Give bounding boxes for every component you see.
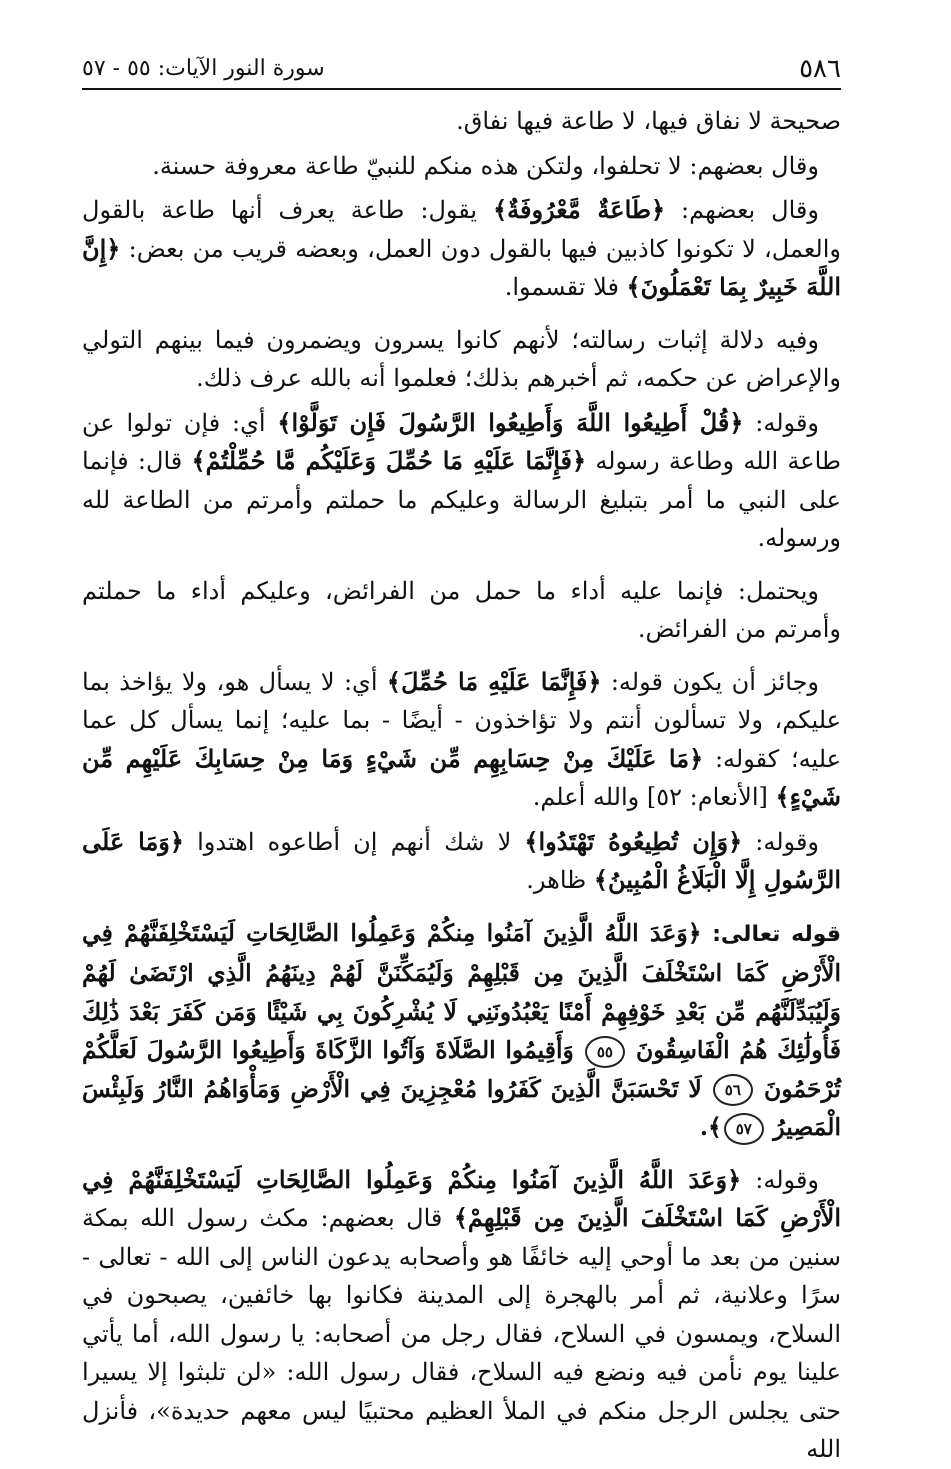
quran-quote: ﴿قُلْ أَطِيعُوا اللَّهَ وَأَطِيعُوا الرَّسُولَ فَإِن تَوَلَّوْا﴾	[277, 407, 744, 437]
paragraph	[82, 823, 841, 900]
verses-lead: قوله تعالى:	[712, 921, 841, 947]
text-run: قال بعضهم: مكث رسول الله بمكة سنين من بعد ما أوحي إليه خائفًا هو وأصحابه يدعون الناس إلى الله - تعالى - سرًا وعلانية، ثم أمر بالهجرة إلى المدينة فكانوا بها خائفين، يصبحون في السلاح، ويمسون في السلاح، فقال رجل من أصحابه: يا رسول الله، أما يأتي علينا يوم نأمن فيه ونضع فيه السلاح، فقال رسول الله: «لن تلبثوا إلا يسيرا حتى يجلس الرجل منكم في الملأ العظيم محتبيًا ليس معهم حديدة»، فأنزل الله	[82, 1204, 841, 1463]
quran-quote: ﴿فَإِنَّمَا عَلَيْهِ مَا حُمِّلَ﴾	[386, 666, 602, 696]
paragraph	[82, 191, 841, 307]
verse-text: ﴿وَعَدَ اللَّهُ الَّذِينَ آمَنُوا مِنكُمْ وَعَمِلُوا الصَّالِحَاتِ لَيَسْتَخْلِفَنَّهُمْ فِي الْأَرْضِ كَمَا اسْتَخْلَفَ الَّذِينَ مِن قَبْلِهِمْ وَلَيُمَكِّنَنَّ لَهُمْ دِينَهُمُ الَّذِي ارْتَضَىٰ لَهُمْ وَلَيُبَدِّلَنَّهُم مِّن بَعْدِ خَوْفِهِمْ أَمْنًا يَعْبُدُونَنِي لَا يُشْرِكُونَ بِي شَيْئًا وَمَن كَفَرَ بَعْدَ ذَٰلِكَ فَأُولَٰئِكَ هُمُ الْفَاسِقُونَ	[82, 918, 841, 1064]
text-run: فلا تقسموا.	[504, 273, 627, 301]
verse-close: ﴾.	[699, 1113, 722, 1141]
paragraph: وقال بعضهم: لا تحلفوا، ولتكن هذه منكم للنبيّ طاعة معروفة حسنة.	[152, 151, 819, 180]
text-run: وقوله:	[743, 408, 820, 437]
verse-text: لَا تَحْسَبَنَّ الَّذِينَ كَفَرُوا مُعْجِزِينَ فِي الْأَرْضِ وَمَأْوَاهُمُ النَّارُ وَلَبِئْسَ الْمَصِيرُ	[82, 1074, 841, 1141]
paragraph	[82, 1161, 841, 1469]
quran-quote: ﴿طَاعَةٌ مَّعْرُوفَةٌ﴾	[493, 195, 666, 224]
text-run: وقوله:	[742, 827, 820, 856]
text-run: قال: فإنما على النبي ما أمر بتبليغ الرسالة وعليكم ما حملتم وأمرتم من الطاعة لله ورسوله.	[82, 447, 841, 552]
text-run: ظاهر.	[526, 866, 594, 894]
text-run: وقوله:	[741, 1165, 820, 1194]
quran-quote: ﴿مَا عَلَيْكَ مِنْ حِسَابِهِم مِّن شَيْءٍ وَمَا مِنْ حِسَابِكَ عَلَيْهِم مِّن شَيْءٍ﴾	[82, 743, 841, 811]
quran-quote: ﴿إِنَّ اللَّهَ خَبِيرٌ بِمَا تَعْمَلُونَ﴾	[82, 233, 841, 301]
text-run: لا شك أنهم إن أطاعوه اهتدوا	[183, 827, 525, 856]
page-body	[82, 102, 841, 1469]
text-run: أي: لا يسأل هو، ولا يؤاخذ بما عليكم، ولا تسألون أنتم ولا تؤاخذون - أيضًا - بما عليه؛ إنما يسأل كل عما عليه؛ كقوله:	[82, 667, 841, 773]
quran-quote: ﴿فَإِنَّمَا عَلَيْهِ مَا حُمِّلَ وَعَلَيْكُم مَّا حُمِّلْتُمْ﴾	[191, 446, 587, 475]
page-number: ٥٨٦	[799, 54, 841, 84]
paragraph: ويحتمل: فإنما عليه أداء ما حمل من الفرائض، وعليكم أداء ما حملتم وأمرتم من الفرائض.	[82, 576, 841, 643]
paragraph	[82, 404, 841, 558]
text-run: أي: فإن تولوا عن طاعة الله وطاعة رسوله	[82, 408, 841, 475]
verse-number-marker: ٥٧	[724, 1113, 764, 1145]
verse-number-marker: ٥٦	[713, 1074, 753, 1106]
text-run: وجائز أن يكون قوله:	[601, 667, 820, 696]
text-run: وقال بعضهم:	[665, 196, 819, 224]
verses-block	[82, 914, 841, 1147]
text-run: [الأنعام: ٥٢] والله أعلم.	[532, 783, 776, 811]
quran-quote: ﴿وَعَدَ اللَّهُ الَّذِينَ آمَنُوا مِنكُمْ وَعَمِلُوا الصَّالِحَاتِ لَيَسْتَخْلِفَنَّهُمْ فِي الْأَرْضِ كَمَا اسْتَخْلَفَ الَّذِينَ مِن قَبْلِهِمْ﴾	[82, 1164, 841, 1232]
verse-number-marker: ٥٥	[585, 1036, 625, 1068]
running-title: سورة النور الآيات: ٥٥ - ٥٧	[82, 56, 325, 81]
paragraph	[82, 663, 841, 817]
paragraph: صحيحة لا نفاق فيها، لا طاعة فيها نفاق.	[456, 107, 841, 135]
quran-quote: ﴿وَإِن تُطِيعُوهُ تَهْتَدُوا﴾	[524, 826, 743, 856]
text-run: يقول: طاعة يعرف أنها طاعة بالقول والعمل، لا تكونوا كاذبين فيها بالقول دون العمل، وبعضه قريب من بعض:	[82, 196, 841, 263]
paragraph: وفيه دلالة إثبات رسالته؛ لأنهم كانوا يسرون ويضمرون فيما بينهم التولي والإعراض عن حكمه، ثم أخبرهم بذلك؛ فعلموا أنه بالله عرف ذلك.	[82, 325, 841, 392]
verse-text: وَأَقِيمُوا الصَّلَاةَ وَآتُوا الزَّكَاةَ وَأَطِيعُوا الرَّسُولَ لَعَلَّكُمْ تُرْحَمُونَ	[82, 1036, 841, 1103]
quran-quote: ﴿وَمَا عَلَى الرَّسُولِ إِلَّا الْبَلَاغُ الْمُبِينُ﴾	[82, 826, 841, 894]
page-header	[82, 52, 841, 90]
